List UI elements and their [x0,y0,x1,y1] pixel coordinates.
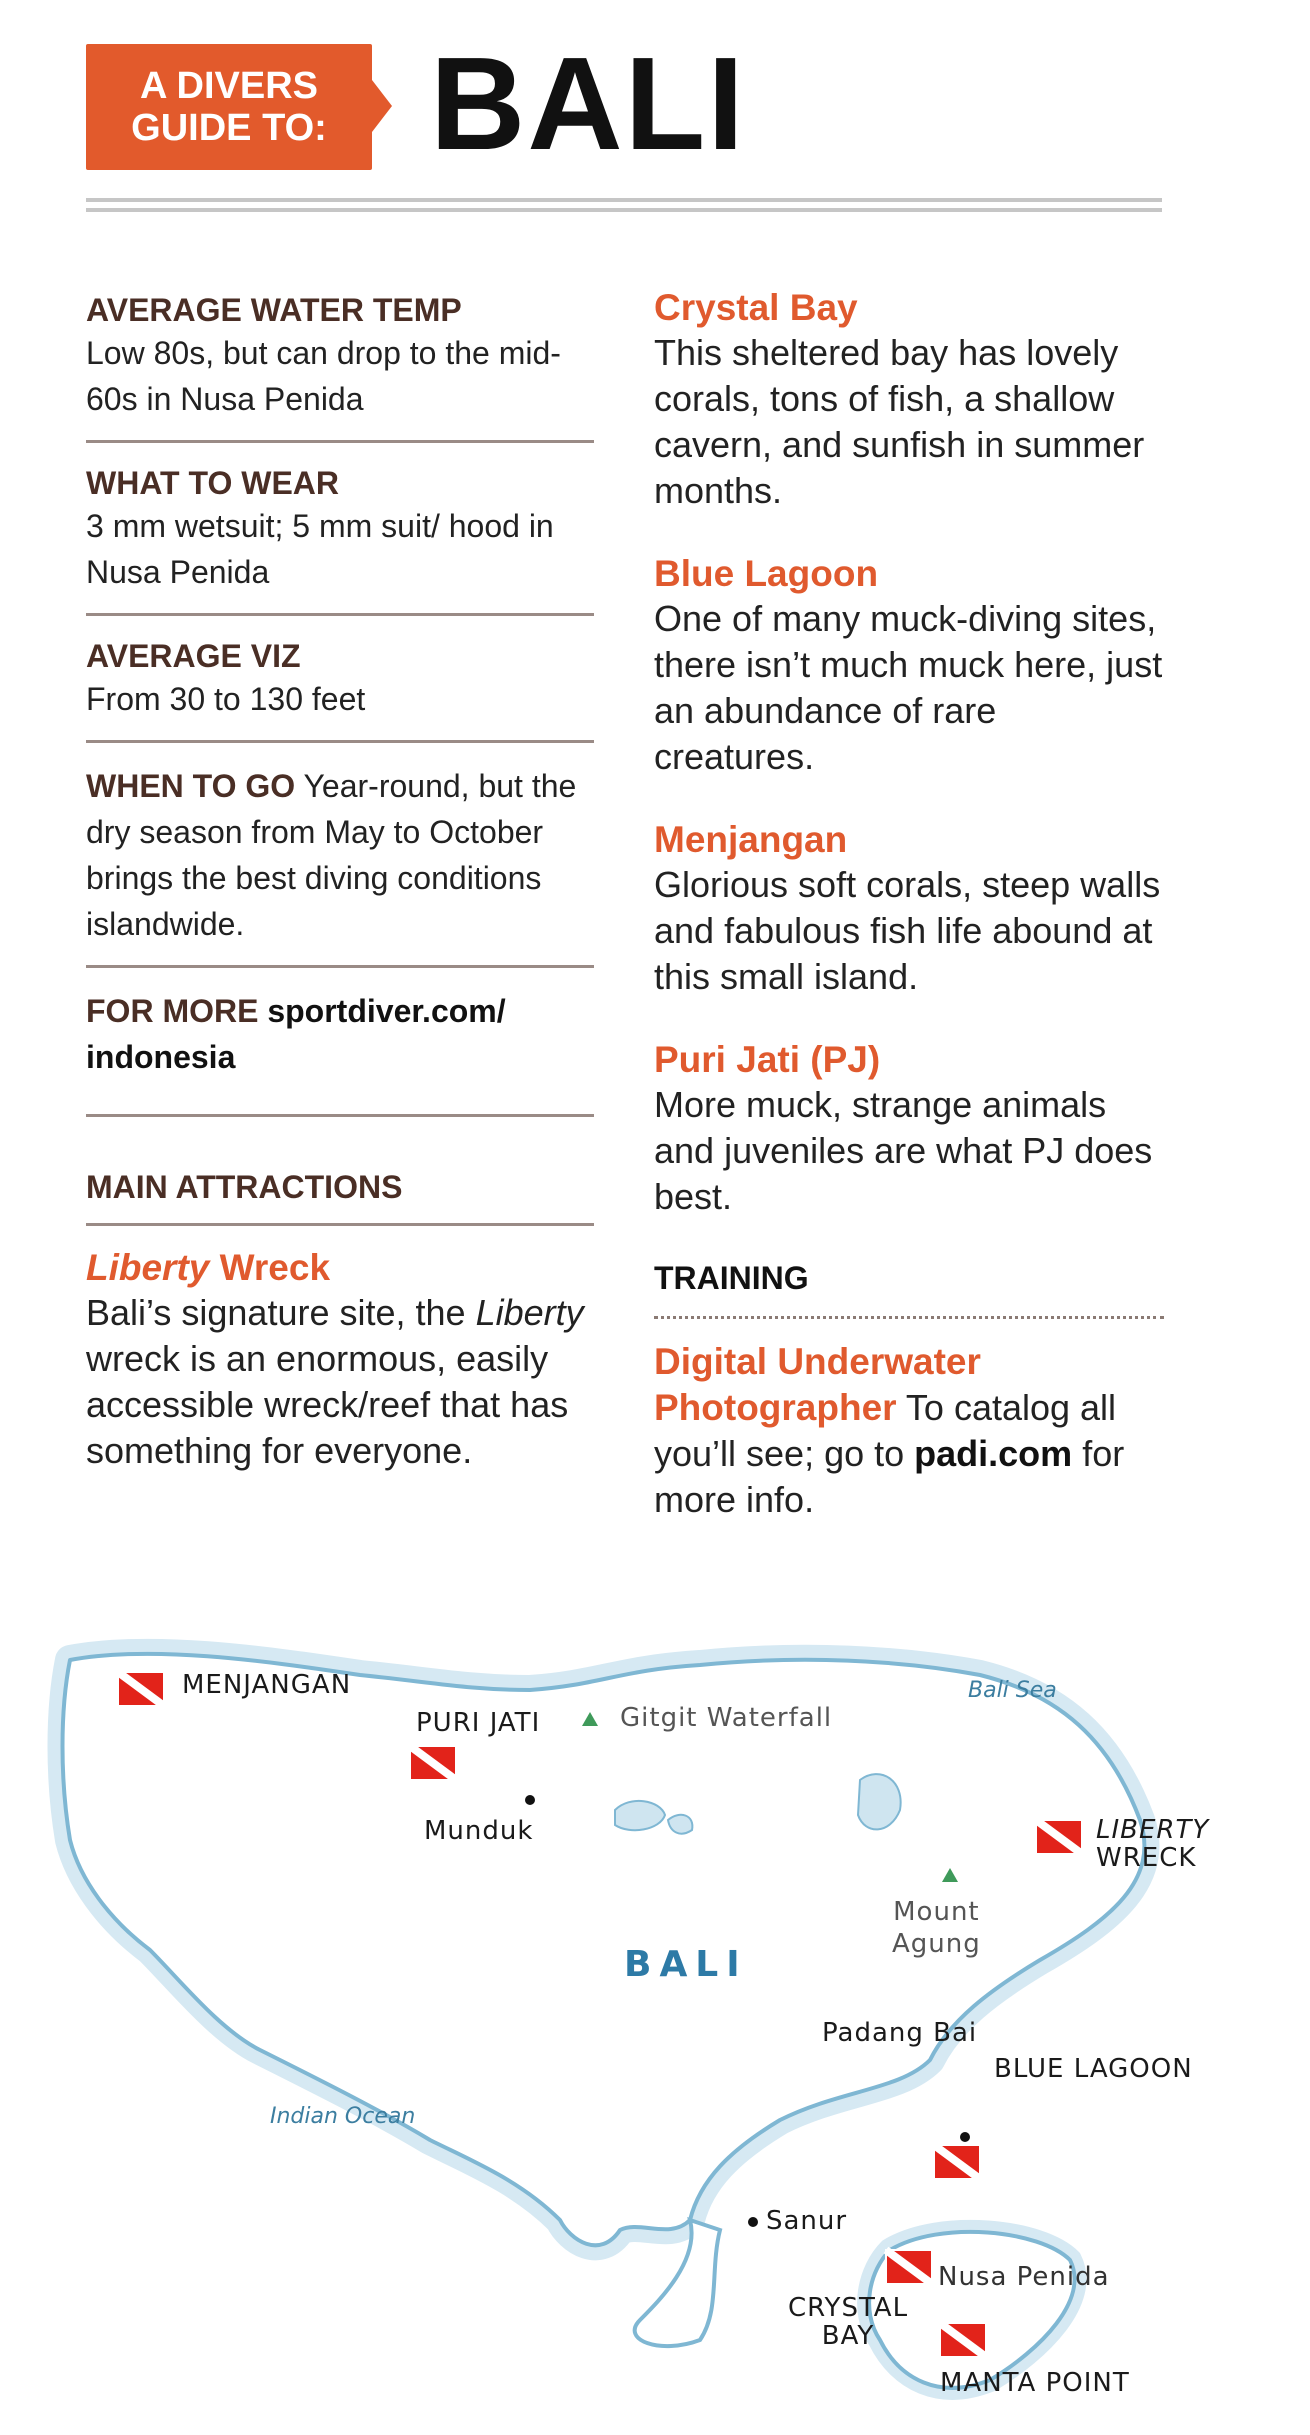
dive-flag-icon [118,1672,164,1706]
divider [86,965,594,968]
training-text [654,1339,1164,1523]
bali-map [0,1620,1310,2430]
munduk-label: Munduk [424,1816,534,1846]
munduk-dot [525,1795,535,1805]
viz-text: From 30 to 130 feet [86,681,366,717]
site-name: Puri Jati (PJ) [654,1039,881,1080]
padi-link[interactable]: padi.com [914,1433,1073,1474]
liberty-italic: Liberty [86,1247,210,1288]
main-attractions-heading: MAIN ATTRACTIONS [86,1169,403,1205]
mount-agung-label [892,1896,981,1960]
header-rule [86,198,1162,202]
viz-heading: AVERAGE VIZ [86,638,301,674]
tag-arrow [372,80,392,132]
training-desc-2: for more info. [654,1433,1125,1520]
puri-jati-label: PURI JATI [416,1708,541,1738]
site-desc: More muck, strange animals and juveniles are what PJ does best. [654,1084,1153,1217]
nusa-penida-label: Nusa Penida [938,2262,1110,2292]
dive-flag-icon [886,2250,932,2284]
site-entry [654,1038,1164,1220]
tag-line-2: GUIDE TO: [131,107,327,149]
site-entry [654,552,1164,780]
site-entry [654,818,1164,1000]
liberty-text [86,1290,594,1474]
island-name-label: BALI [624,1944,748,1985]
blue-lagoon-label: BLUE LAGOON [994,2054,1193,2084]
liberty-heading-rest: Wreck [209,1247,331,1288]
guide-tag [86,44,372,170]
map-graphic [0,1620,1310,2430]
menjangan-label: MENJANGAN [182,1670,352,1700]
liberty-heading [86,1246,594,1290]
site-name: Blue Lagoon [654,553,879,594]
divider [86,1114,594,1117]
agung-label-1: Mount [893,1897,980,1927]
padang-bai-label: Padang Bai [822,2018,978,2048]
for-more [86,988,594,1080]
sanur-dot [748,2217,758,2227]
when-to-go [86,763,594,947]
tag-line-1: A DIVERS [139,65,319,107]
dive-flag-icon [410,1746,456,1780]
bali-sea-label: Bali Sea [968,1678,1057,1703]
liberty-label-2: WRECK [1096,1843,1197,1873]
padang-bai-dot [960,2132,970,2142]
when-text: Year-round, but the dry season from May to October brings the best diving conditions islandwide. [86,768,577,942]
wear-text: 3 mm wetsuit; 5 mm suit/ hood in Nusa Penida [86,508,554,590]
agung-label-2: Agung [892,1929,981,1959]
liberty-text-1: Bali’s signature site, the [86,1292,476,1333]
when-heading: WHEN TO GO [86,768,296,804]
liberty-label-1: LIBERTY [1096,1815,1210,1845]
bali-island-outline [63,1654,1145,2246]
liberty-text-2: wreck is an enormous, easily accessible wreck/reef that has something for everyone. [86,1338,569,1471]
page-title: BALI [430,30,746,177]
training-course: Digital Underwater Photographer [654,1341,981,1428]
liberty-text-italic: Liberty [475,1292,584,1333]
indian-ocean-label: Indian Ocean [270,2104,416,2129]
training-heading: TRAINING [654,1260,809,1296]
liberty-wreck-label [1096,1816,1209,1872]
gitgit-label: Gitgit Waterfall [620,1703,833,1733]
site-desc: One of many muck-diving sites, there isn’t much muck here, just an abundance of rare creatures. [654,598,1163,777]
for-more-heading: FOR MORE [86,993,259,1029]
dive-flag-icon [1036,1820,1082,1854]
divider [86,740,594,743]
sites-column [654,286,1164,1523]
site-name: Crystal Bay [654,287,858,328]
crystal-label-1: CRYSTAL [788,2293,909,2323]
site-name: Menjangan [654,819,848,860]
dive-flag-icon [934,2145,980,2179]
crystal-label-2: BAY [821,2321,875,2351]
lake [858,1774,901,1829]
header-rule-2 [86,208,1162,212]
facts-column [86,290,594,1474]
site-entry [654,286,1164,514]
divider [86,1223,594,1226]
sportdiver-link[interactable]: sportdiver.com/ indonesia [86,993,506,1075]
manta-point-label: MANTA POINT [940,2368,1130,2398]
sanur-label: Sanur [766,2206,848,2236]
wear-heading: WHAT TO WEAR [86,465,339,501]
dotted-divider [654,1316,1164,1319]
water-temp-heading: AVERAGE WATER TEMP [86,292,462,328]
water-temp-text: Low 80s, but can drop to the mid-60s in Nusa Penida [86,335,561,417]
site-desc: This sheltered bay has lovely corals, tons of fish, a shallow cavern, and sunfish in summer months. [654,332,1145,511]
dive-flag-icon [940,2323,986,2357]
training-desc-1: To catalog all you’ll see; go to [654,1387,1117,1474]
crystal-bay-label [788,2294,908,2350]
divider [86,440,594,443]
site-desc: Glorious soft corals, steep walls and fabulous fish life abound at this small island. [654,864,1161,997]
divider [86,613,594,616]
